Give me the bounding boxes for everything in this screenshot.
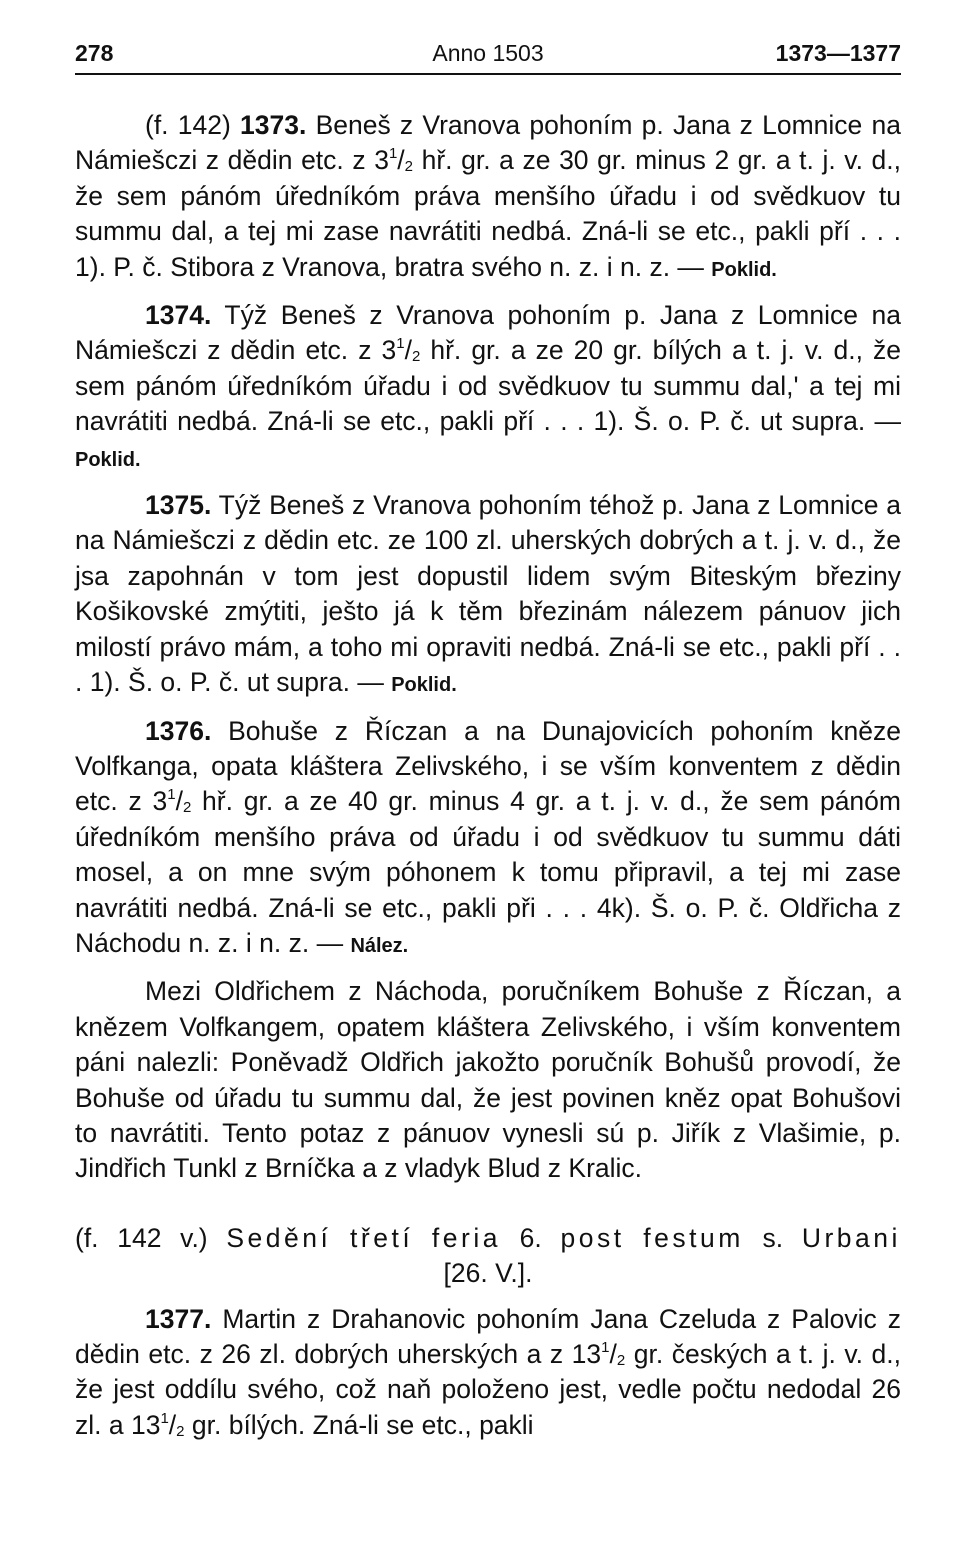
session-folio: (f. 142 v.) [75, 1222, 208, 1253]
spacer [75, 704, 901, 714]
entry-1374: 1374. Týž Beneš z Vranova pohoním p. Jana z Lomnice na Námiešczi z dědin etc. z $3^1/_2$ hř. gr. a ze 20 gr. bílých a t. j. v. d., že sem pánóm úředníkóm úřadu i od svědkuov tu summu dal,' a tej mi navrátiti nedbá. Zná-li se etc., pakli pří . . . 1). Š. o. P. č. ut supra. — Poklid. [75, 300, 901, 471]
fraction-denominator: 2 [176, 1422, 185, 1440]
spacer [75, 964, 901, 974]
fraction-numerator: 1 [167, 786, 176, 804]
fraction-numerator: 1 [388, 145, 398, 163]
fraction-denominator: 2 [411, 348, 421, 366]
fraction-numerator: 1 [601, 1339, 610, 1356]
entry-text: Beneš z Vranova pohoním p. Jana z Lomnice na Námiešczi z dědin etc. z 3 [75, 110, 901, 176]
fraction-denominator: 2 [182, 799, 192, 817]
page-number: 278 [75, 40, 114, 66]
running-header [75, 30, 901, 70]
judgment-paragraph: Mezi Oldřichem z Náchoda, poručníkem Bohuše z Říczan, a knězem Volfkangem, opatem kláštera Zelivského, i vším konventem páni nalezli: Poněvadž Oldřich jakožto poručník Bohušů provodí, že Bohuše od úřadu tu summu dal, že jest povinen kněz opat Bohušovi to navrátiti. Tento potaz z pánuov vynesli sú p. Jiřík z Vlašimie, p. Jindřich Tunkl z Brníčka a z vladyk Blud z Kralic. [75, 976, 901, 1184]
entry-1375 [75, 488, 901, 703]
entry-text: hř. gr. a ze 40 gr. minus 4 gr. a t. j. v. d., že sem pánóm úředníkóm menšího práva od úřadu i od svědkuov tu summu dáti mosel, a on mne svým póhonem k tomu připravil, a tej mi zase navrátiti nedbá. Zná-li se etc., pakli při . . . 4k). Š. o. P. č. Oldřicha z Náchodu n. z. i n. z. — [75, 786, 901, 958]
entry-range: 1373—1377 [775, 40, 901, 66]
entry-text: hř. gr. a ze 20 gr. bílých a t. j. v. d., že sem pánóm úředníkóm úřadu i od svědkuov tu summu dal,' a tej mi navrátiti nedbá. Zná-li se etc., pakli pří . . . 1). Š. o. P. č. ut supra. — [75, 335, 901, 437]
entry-number: 1373. [240, 110, 307, 140]
spacer [75, 1292, 901, 1302]
fraction-denominator: 2 [404, 158, 414, 176]
entry-1377: 1377. Martin z Drahanovic pohoním Jana Czeluda z Palovic z dědin etc. z 26 zl. dobrých uherských a z $13^1/_2$ gr. českých a t. j. v. d., že jest oddílu svého, což naň položeno jest, vedle počtu nedodal 26 zl. a $13^1/_2$ gr. bílých. Zná-li se etc., pakli [75, 1303, 901, 1440]
document-page [75, 30, 901, 1440]
header-rule [75, 73, 901, 75]
spacer [75, 288, 901, 298]
verdict-label: Poklid. [75, 448, 141, 471]
entry-text: Martin z Drahanovic pohoním Jana Czeluda z Palovic z dědin etc. z 26 zl. dobrých uherských a z 13 [75, 1303, 901, 1369]
header-title: Anno 1503 [432, 40, 544, 66]
entry-text: Týž Beneš z Vranova pohoním téhož p. Jana z Lomnice a na Námiešczi z dědin etc. ze 100 zl. uherských dobrých a t. j. v. d., že jsa zapohnán v tom jest dopustil lidem svým Biteským březiny Košikovské zmýtiti, ješto já k těm březinám nálezem pánuov jich milostí právo mám, a toho mi opraviti nedbá. Zná-li se etc., pakli pří . . . 1). Š. o. P. č. ut supra. — [75, 490, 901, 698]
fraction-numerator: 1 [396, 335, 405, 353]
fraction-numerator: 1 [160, 1409, 169, 1427]
session-line: (f. 142 v.) Sedění třetí feria 6. post festum s. Urbani [75, 1222, 901, 1253]
session-date: [26. V.]. [443, 1258, 533, 1289]
verdict-label: Poklid. [391, 674, 457, 697]
entry-text: gr. bílých. Zná-li se etc., pakli [184, 1409, 534, 1440]
entry-text: Týž Beneš z Vranova pohoním p. Jana z Lomnice na Námiešczi z dědin etc. z 3 [75, 300, 901, 366]
entry-number: 1374. [145, 300, 212, 331]
entry-text: gr. českých a t. j. v. d., že jest oddílu svého, což naň položeno jest, vedle počtu nedodal 26 zl. a 13 [75, 1339, 901, 1440]
entry-number: 1376. [145, 715, 212, 746]
spacer [75, 478, 901, 488]
spacer [75, 1187, 901, 1221]
entry-number: 1375. [145, 490, 212, 521]
verdict-label: Nález. [350, 934, 409, 957]
verdict-label: Poklid. [711, 258, 777, 281]
entry-number: 1377. [145, 1303, 212, 1334]
entry-text: Bohuše z Říczan a na Dunajovicích pohoním kněze Volfkanga, opata kláštera Zelivského, i se vším konventem z dědin etc. z 3 [75, 715, 901, 817]
session-heading [75, 1221, 901, 1292]
folio-reference: (f. 142) [145, 110, 231, 140]
entry-1376: 1376. Bohuše z Říczan a na Dunajovicích pohoním kněze Volfkanga, opata kláštera Zelivského, i se vším konventem z dědin etc. z $3^1/_2$ hř. gr. a ze 40 gr. minus 4 gr. a t. j. v. d., že sem pánóm úředníkóm menšího práva od úřadu i od svědkuov tu summu dáti mosel, a on mne svým póhonem k tomu připravil, a tej mi zase navrátiti nedbá. Zná-li se etc., pakli při . . . 4k). Š. o. P. č. Oldřicha z Náchodu n. z. i n. z. — Nález. [75, 715, 901, 958]
entry-text: hř. gr. a ze 30 gr. minus 2 gr. a t. j. v. d., že sem pánóm úředníkóm práva menšího úřadu i od svědkuov tu summu dal, a tej mi zase navrátiti nedbá. Zná-li se etc., pakli pří . . . 1). P. č. Stibora z Vranova, bratra svého n. z. i n. z. — [75, 145, 901, 282]
fraction-denominator: 2 [616, 1352, 626, 1369]
entry-1373: (f. 142) 1373. Beneš z Vranova pohoním p. Jana z Lomnice na Námiešczi z dědin etc. z $3^1/_2$ hř. gr. a ze 30 gr. minus 2 gr. a t. j. v. d., že sem pánóm úředníkóm práva menšího úřadu i od svědkuov tu summu dal, a tej mi zase navrátiti nedbá. Zná-li se etc., pakli pří . . . 1). P. č. Stibora z Vranova, bratra svého n. z. i n. z. — Poklid. [75, 110, 901, 282]
document-body [75, 108, 901, 1443]
